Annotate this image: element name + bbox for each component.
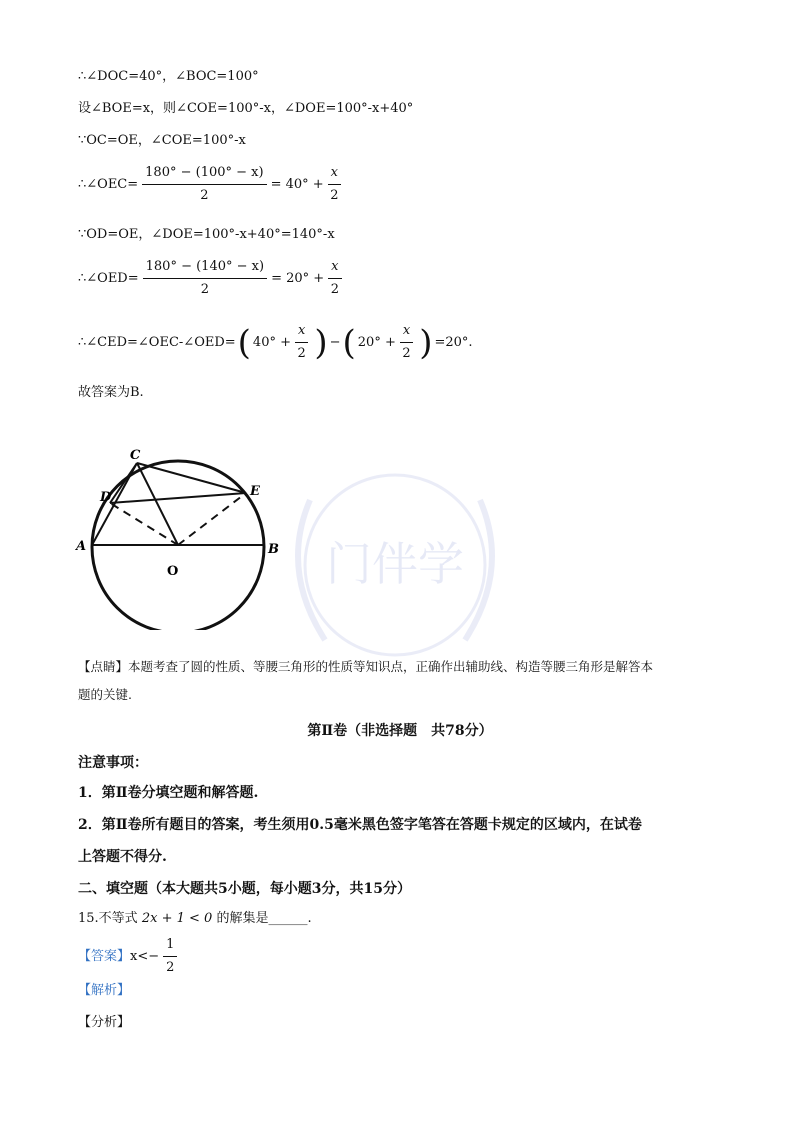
ced-term2: 20° + [357, 334, 396, 350]
oec-rhs-num: x [328, 164, 341, 185]
watermark-text: 门伴学 [326, 537, 464, 591]
paren-open-1: ( [237, 322, 251, 363]
ced-result: =20°. [434, 334, 473, 350]
notice-1: 1．第Ⅱ卷分填空题和解答题. [78, 785, 259, 801]
answer-tag: 【答案】 [78, 948, 131, 964]
answer-num: 1 [163, 936, 177, 957]
oed-rhs-fraction [328, 258, 341, 299]
paren-close-1: ) [314, 322, 328, 363]
oec-denominator: 2 [200, 188, 209, 203]
analysis-tag: 【解析】 [78, 983, 131, 998]
segment-oe-dashed [178, 493, 246, 545]
segment-de [110, 493, 246, 503]
q15-expression: 2x + 1 < 0 [141, 911, 213, 926]
oec-rhs-den: 2 [330, 188, 339, 203]
segment-ac [92, 463, 137, 545]
oec-fraction [142, 164, 266, 205]
ced-frac1 [295, 322, 308, 363]
question-15 [78, 910, 312, 928]
q15-prefix: 15.不等式 [78, 911, 138, 926]
label-o: O [167, 564, 179, 579]
oec-rhs: = 40° + [270, 176, 324, 192]
ced-frac2-num: x [400, 322, 413, 343]
review-tag: 【点睛】 [78, 659, 129, 674]
ced-frac2 [400, 322, 413, 363]
label-c: C [130, 448, 141, 463]
fenxi-tag: 【分析】 [78, 1015, 131, 1030]
ced-frac2-den: 2 [402, 346, 411, 361]
oed-rhs-den: 2 [330, 282, 339, 297]
solution-line-6 [78, 258, 346, 299]
oed-fraction [143, 258, 267, 299]
ced-term1: 40° + [252, 334, 291, 350]
solution-line-5: ∵OD=OE，∠DOE=100°-x+40°=140°-x [78, 227, 335, 242]
q15-suffix: 的解集是______. [216, 911, 312, 926]
paren-close-2: ) [419, 322, 433, 363]
review-text-1: 本题考查了圆的性质、等腰三角形的性质等知识点，正确作出辅助线、构造等腰三角形是解答本 [128, 659, 654, 674]
part-title: 二、填空题（本大题共5小题，每小题3分，共15分） [78, 881, 411, 897]
answer-fraction [163, 936, 177, 977]
oed-rhs-num: x [328, 258, 341, 279]
label-e: E [250, 484, 260, 499]
oed-rhs: = 20° + [271, 270, 325, 286]
ced-minus: − [329, 334, 341, 350]
segment-cd [110, 463, 137, 503]
oed-label: ∴∠OED= [78, 270, 139, 286]
label-d: D [100, 490, 112, 505]
review-line-1 [78, 658, 653, 676]
solution-line-1: ∴∠DOC=40°，∠BOC=100° [78, 69, 259, 84]
paren-open-2: ( [342, 322, 356, 363]
answer-value: x<− [130, 948, 160, 964]
q15-answer [78, 936, 181, 977]
solution-line-7 [78, 322, 473, 363]
review-line-2: 题的关键. [78, 687, 132, 702]
oed-denominator: 2 [200, 282, 209, 297]
oed-numerator: 180° − (140° − x) [143, 258, 267, 279]
label-b: B [268, 542, 279, 557]
oec-numerator: 180° − (100° − x) [142, 164, 266, 185]
notice-2a: 2．第Ⅱ卷所有题目的答案，考生须用0.5毫米黑色签字笔答在答题卡规定的区域内，在试卷 [78, 817, 642, 833]
section-title: 第Ⅱ卷（非选择题 共78分） [307, 723, 493, 739]
label-a: A [76, 539, 87, 554]
notice-heading: 注意事项： [78, 755, 148, 771]
notice-2b: 上答题不得分. [78, 849, 167, 865]
ced-label: ∴∠CED=∠OEC-∠OED= [78, 334, 236, 350]
answer-den: 2 [166, 960, 175, 975]
watermark-logo [270, 440, 520, 690]
solution-line-4 [78, 164, 345, 205]
ced-frac1-den: 2 [297, 346, 306, 361]
solution-line-3: ∵OC=OE，∠COE=100°-x [78, 133, 246, 148]
ced-frac1-num: x [295, 322, 308, 343]
circle-geometry-figure [70, 445, 290, 630]
oec-label: ∴∠OEC= [78, 176, 139, 192]
oec-rhs-fraction [328, 164, 341, 205]
segment-co [137, 463, 178, 545]
solution-line-2: 设∠BOE=x，则∠COE=100°-x，∠DOE=100°-x+40° [78, 101, 414, 116]
conclusion: 故答案为B. [78, 385, 144, 400]
